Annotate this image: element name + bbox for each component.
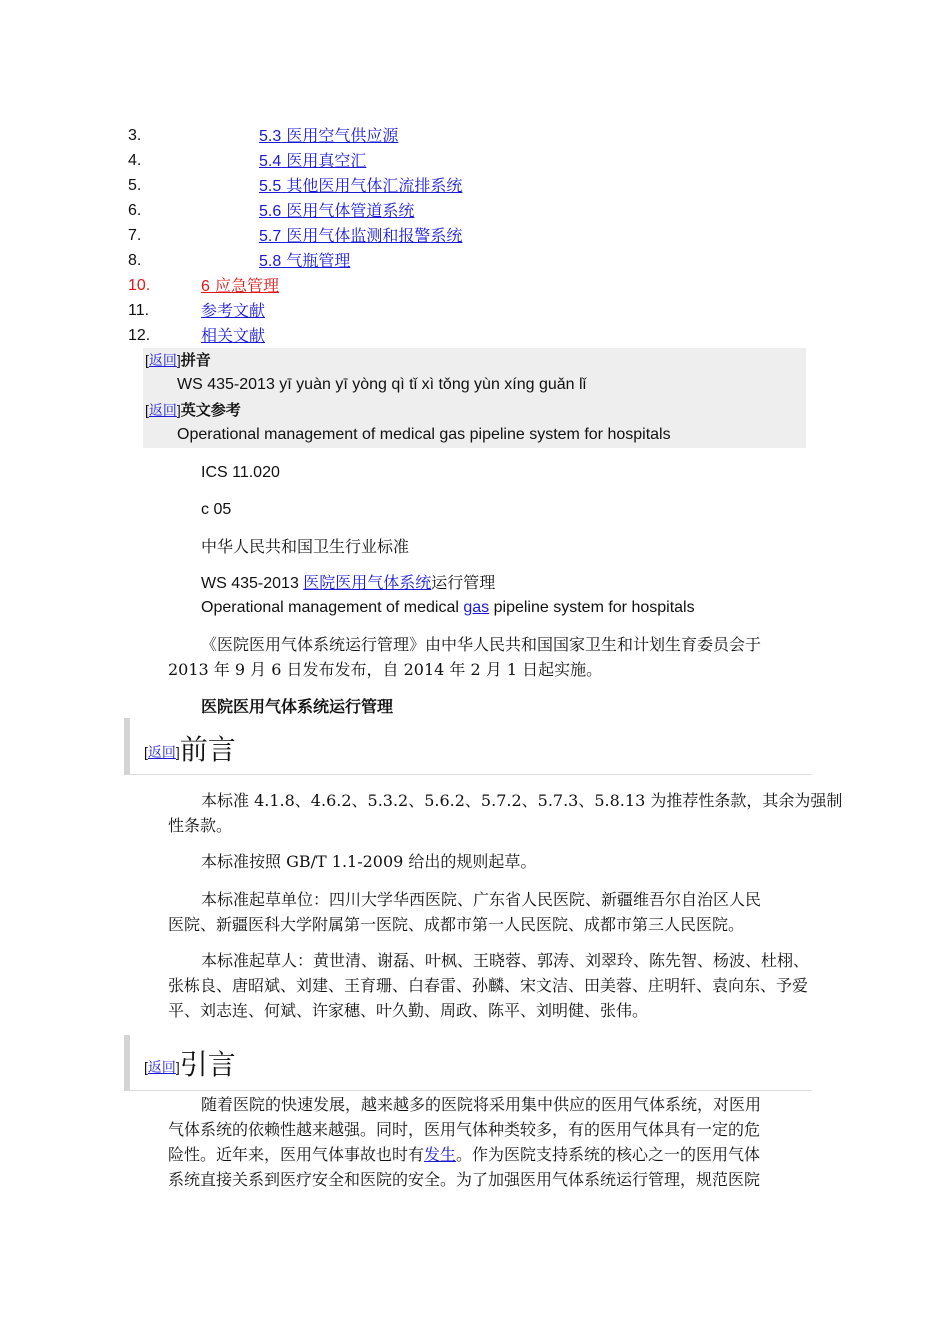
introduction-line2: 气体系统的依赖性越来越强。同时，医用气体种类较多，有的医用气体具有一定的危: [168, 1120, 761, 1139]
toc-link-5-7[interactable]: 5.7 医用气体监测和报警系统: [259, 226, 463, 245]
publication-note-line1: 《医院医用气体系统运行管理》由中华人民共和国国家卫生和计划生育委员会于: [201, 635, 762, 654]
toc-link-5-4[interactable]: 5.4 医用真空汇: [259, 151, 367, 170]
toc-number: 11.: [128, 302, 150, 319]
foreword-heading-bar: [返回]前言: [124, 718, 812, 775]
toc-number: 7.: [128, 227, 142, 244]
toc-number: 6.: [128, 202, 142, 219]
toc-link-5-6[interactable]: 5.6 医用气体管道系统: [259, 201, 415, 220]
toc-number: 3.: [128, 127, 142, 144]
toc-number: 8.: [128, 252, 142, 269]
back-link[interactable]: 返回: [147, 744, 176, 760]
introduction-heading: 引言: [179, 1048, 236, 1081]
toc-number: 4.: [128, 152, 142, 169]
foreword-p3-line1: 本标准起草单位：四川大学华西医院、广东省人民医院、新疆维吾尔自治区人民: [201, 890, 762, 909]
toc-number: 5.: [128, 177, 142, 194]
foreword-heading: 前言: [179, 733, 236, 766]
standard-title-en: Operational management of medical gas pipeline system for hospitals: [201, 599, 695, 616]
ics-code: ICS 11.020: [201, 464, 280, 481]
c-code: c 05: [201, 501, 232, 518]
toc-link-related[interactable]: 相关文献: [201, 326, 266, 345]
foreword-p4-line1: 本标准起草人：黄世清、谢磊、叶枫、王晓蓉、郭涛、刘翠玲、陈先智、杨波、杜栩、: [201, 951, 810, 970]
gas-link[interactable]: gas: [463, 599, 490, 616]
back-link[interactable]: 返回: [148, 402, 177, 418]
standard-org: 中华人民共和国卫生行业标准: [201, 537, 410, 556]
back-link[interactable]: 返回: [148, 352, 177, 368]
toc-link-5-3[interactable]: 5.3 医用空气供应源: [259, 126, 399, 145]
introduction-line1: 随着医院的快速发展，越来越多的医院将采用集中供应的医用气体系统，对医用: [201, 1095, 762, 1114]
document-title: 医院医用气体系统运行管理: [201, 697, 394, 716]
toc-link-6[interactable]: 6 应急管理: [201, 276, 280, 295]
occurrence-link[interactable]: 发生: [424, 1145, 457, 1164]
pinyin-text: WS 435-2013 yī yuàn yī yòng qì tǐ xì tǒng yùn xíng guǎn lǐ: [177, 376, 587, 393]
reference-box: [143, 348, 806, 448]
foreword-p2: 本标准按照 GB/T 1.1-2009 给出的规则起草。: [201, 852, 537, 871]
introduction-line3: 险性。近年来，医用气体事故也时有发生。作为医院支持系统的核心之一的医用气体: [168, 1145, 761, 1164]
pinyin-heading: [返回]拼音: [145, 351, 211, 369]
english-label: 英文参考: [180, 401, 241, 419]
introduction-line4: 系统直接关系到医疗安全和医院的安全。为了加强医用气体系统运行管理，规范医院: [168, 1170, 761, 1189]
foreword-p1-line1: 本标准 4.1.8、4.6.2、5.3.2、5.6.2、5.7.2、5.7.3、5.8.13 为推荐性条款，其余为强制: [201, 791, 843, 810]
english-heading: [返回]英文参考: [145, 401, 241, 419]
foreword-p4-line3: 平、刘志连、何斌、许家穗、叶久勤、周政、陈平、刘明健、张伟。: [168, 1001, 649, 1020]
english-text: Operational management of medical gas pipeline system for hospitals: [177, 426, 671, 443]
medical-gas-system-link[interactable]: 医院医用气体系统: [303, 573, 432, 592]
toc-link-5-8[interactable]: 5.8 气瓶管理: [259, 251, 351, 270]
foreword-p4-line2: 张栋良、唐昭斌、刘建、王育珊、白春雷、孙麟、宋文洁、田美蓉、庄明轩、袁向东、予爱: [168, 976, 809, 995]
publication-note-line2: 2013 年 9 月 6 日发布发布，自 2014 年 2 月 1 日起实施。: [168, 660, 603, 679]
back-link[interactable]: 返回: [147, 1059, 176, 1075]
introduction-heading-bar: [返回]引言: [124, 1035, 812, 1091]
foreword-p1-line2: 性条款。: [168, 816, 233, 835]
standard-title: WS 435-2013 医院医用气体系统运行管理: [201, 573, 496, 592]
toc-number: 10.: [128, 277, 151, 294]
toc-number: 12.: [128, 327, 151, 344]
toc-link-references[interactable]: 参考文献: [201, 301, 266, 320]
pinyin-label: 拼音: [180, 351, 211, 369]
toc-link-5-5[interactable]: 5.5 其他医用气体汇流排系统: [259, 176, 463, 195]
foreword-p3-line2: 医院、新疆医科大学附属第一医院、成都市第一人民医院、成都市第三人民医院。: [168, 915, 745, 934]
